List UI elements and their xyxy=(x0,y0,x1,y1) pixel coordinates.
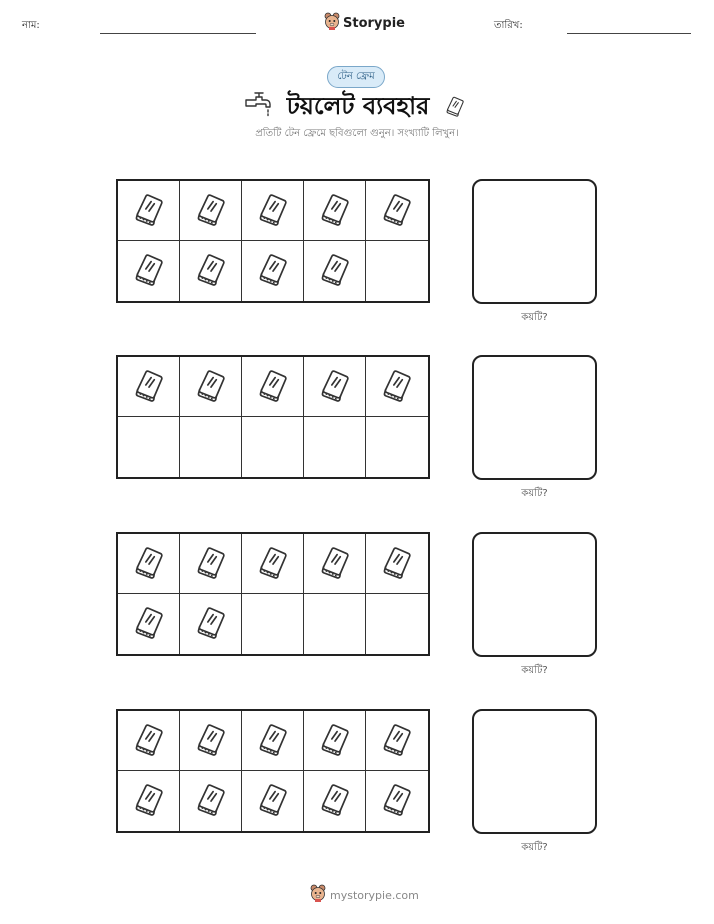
sponge-icon xyxy=(192,190,230,232)
sponge-icon xyxy=(192,720,230,762)
name-label: নাম: xyxy=(22,20,40,31)
sponge-icon xyxy=(254,190,292,232)
ten-frame-cell xyxy=(180,534,242,594)
ten-frame-cell xyxy=(366,417,428,477)
sponge-icon xyxy=(316,366,354,408)
faucet-icon xyxy=(244,90,274,122)
brand-logo xyxy=(324,12,405,34)
sponge-icon xyxy=(130,720,168,762)
ten-frame-cell xyxy=(180,181,242,241)
sponge-icon xyxy=(378,543,416,585)
ten-frame-cell xyxy=(242,534,304,594)
mascot-icon xyxy=(324,12,340,34)
date-label: তারিখ: xyxy=(494,20,523,31)
ten-frame-cell xyxy=(304,594,366,654)
sponge-icon xyxy=(130,190,168,232)
ten-frame-cell xyxy=(118,771,180,831)
ten-frame xyxy=(116,532,430,656)
sponge-icon xyxy=(254,366,292,408)
brand-name: Storypie xyxy=(343,15,405,31)
ten-frame-cell xyxy=(118,594,180,654)
ten-frame-cell xyxy=(304,771,366,831)
sponge-icon xyxy=(254,780,292,822)
sponge-icon xyxy=(130,603,168,645)
sponge-icon xyxy=(316,720,354,762)
sponge-icon xyxy=(130,250,168,292)
ten-frame xyxy=(116,179,430,303)
sponge-icon xyxy=(192,603,230,645)
ten-frame-cell xyxy=(366,594,428,654)
ten-frame-cell xyxy=(366,241,428,301)
date-line[interactable] xyxy=(567,33,691,34)
sponge-icon xyxy=(192,366,230,408)
ten-frame xyxy=(116,355,430,479)
ten-frame-cell xyxy=(304,181,366,241)
ten-frame-cell xyxy=(242,417,304,477)
sponge-icon xyxy=(316,250,354,292)
ten-frame-cell xyxy=(118,534,180,594)
name-line[interactable] xyxy=(100,33,256,34)
ten-frame-cell xyxy=(304,357,366,417)
ten-frame-cell xyxy=(242,181,304,241)
sponge-icon xyxy=(316,543,354,585)
ten-frame-cell xyxy=(180,417,242,477)
sponge-icon xyxy=(378,190,416,232)
ten-frame-cell xyxy=(242,771,304,831)
answer-prompt: কয়টি? xyxy=(521,488,548,499)
ten-frame-cell xyxy=(304,711,366,771)
ten-frame-cell xyxy=(304,417,366,477)
instructions: প্রতিটি টেন ফ্রেমে ছবিগুলো গুনুন। সংখ্যাটি লিখুন। xyxy=(255,128,459,139)
sponge-icon xyxy=(130,543,168,585)
sponge-icon xyxy=(316,780,354,822)
ten-frame-cell xyxy=(118,241,180,301)
ten-frame-cell xyxy=(304,534,366,594)
ten-frame-cell xyxy=(118,417,180,477)
worksheet-title: টয়লেট ব্যবহার xyxy=(286,92,430,120)
ten-frame-cell xyxy=(242,594,304,654)
footer-site: mystorypie.com xyxy=(330,888,419,902)
ten-frame xyxy=(116,709,430,833)
sponge-icon xyxy=(130,366,168,408)
ten-frame-cell xyxy=(366,711,428,771)
ten-frame-cell xyxy=(366,534,428,594)
ten-frame-cell xyxy=(366,771,428,831)
ten-frame-cell xyxy=(180,357,242,417)
sponge-icon xyxy=(130,780,168,822)
ten-frame-cell xyxy=(242,357,304,417)
ten-frame-cell xyxy=(118,711,180,771)
footer xyxy=(310,884,419,906)
answer-prompt: কয়টি? xyxy=(521,665,548,676)
sponge-icon xyxy=(192,780,230,822)
ten-frame-cell xyxy=(180,241,242,301)
answer-box[interactable] xyxy=(472,179,597,304)
mascot-icon xyxy=(310,884,326,906)
worksheet-tag: টেন ফ্রেম xyxy=(327,66,385,88)
ten-frame-cell xyxy=(180,594,242,654)
ten-frame-cell xyxy=(180,771,242,831)
ten-frame-cell xyxy=(304,241,366,301)
sponge-icon xyxy=(192,250,230,292)
ten-frame-cell xyxy=(366,357,428,417)
ten-frame-cell xyxy=(118,357,180,417)
ten-frame-cell xyxy=(242,711,304,771)
answer-box[interactable] xyxy=(472,532,597,657)
sponge-icon xyxy=(316,190,354,232)
ten-frame-cell xyxy=(366,181,428,241)
sponge-icon xyxy=(378,780,416,822)
ten-frame-cell xyxy=(180,711,242,771)
sponge-icon xyxy=(378,366,416,408)
sponge-icon xyxy=(378,720,416,762)
sponge-icon xyxy=(254,543,292,585)
answer-box[interactable] xyxy=(472,709,597,834)
answer-prompt: কয়টি? xyxy=(521,842,548,853)
ten-frame-cell xyxy=(242,241,304,301)
ten-frame-cell xyxy=(118,181,180,241)
sponge-icon xyxy=(254,720,292,762)
answer-box[interactable] xyxy=(472,355,597,480)
sponge-icon xyxy=(192,543,230,585)
sponge-icon xyxy=(440,94,470,122)
answer-prompt: কয়টি? xyxy=(521,312,548,323)
sponge-icon xyxy=(254,250,292,292)
